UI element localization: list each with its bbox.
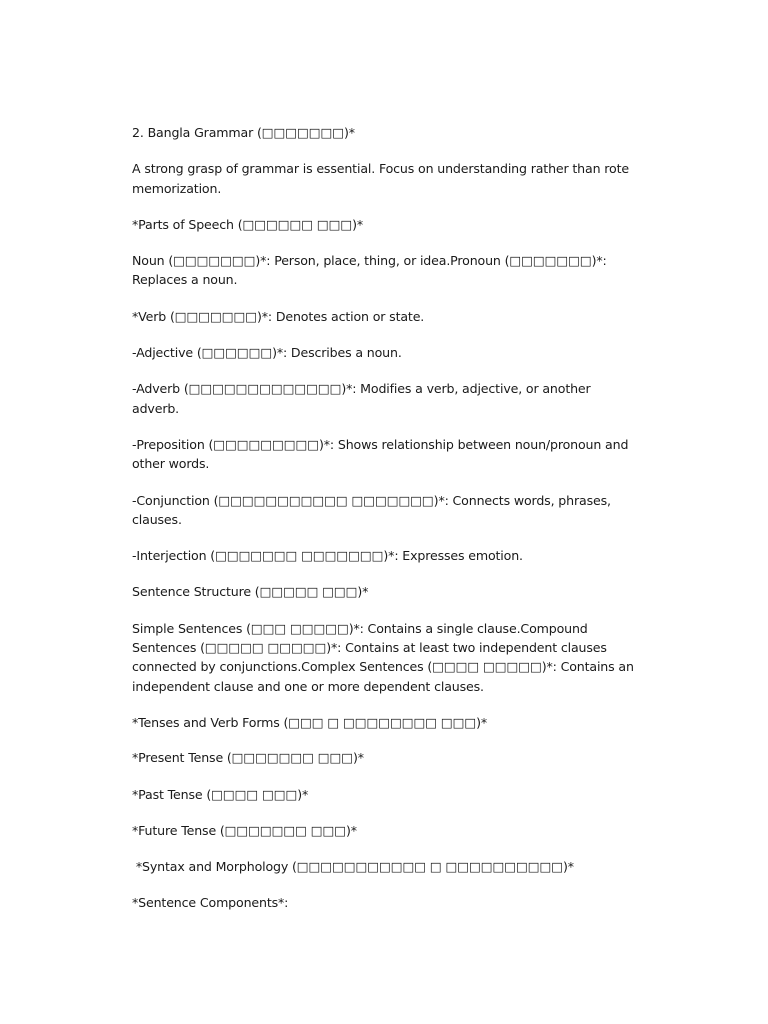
heading-syntax-morphology: *Syntax and Morphology (□□□□□□□□□□□ □ □□□□□□□□□□)* (132, 859, 574, 875)
paragraph-adjective: -Adjective (□□□□□□)*: Describes a noun. (132, 345, 402, 361)
paragraph-conjunction: -Conjunction (□□□□□□□□□□□ □□□□□□□)*: Connects words, phrases, clauses. (132, 492, 615, 527)
paragraph-noun-pronoun: Noun (□□□□□□□)*: Person, place, thing, or idea.Pronoun (□□□□□□□)*: Replaces a noun. (132, 253, 611, 288)
paragraph-preposition: -Preposition (□□□□□□□□□)*: Shows relationship between noun/pronoun and other words. (132, 436, 633, 472)
paragraph-verb: *Verb (□□□□□□□)*: Denotes action or state. (132, 308, 425, 324)
heading-tenses-verb-forms: *Tenses and Verb Forms (□□□ □ □□□□□□□□ □□□)* (132, 714, 488, 730)
paragraph-sentence-types: Simple Sentences (□□□ □□□□□)*: Contains a single clause.Compound Sentences (□□□□□ □□□□□)*: Contains at least two independent clauses connected by conjunctions.Complex Sentences (□□□□ □□□□□)*: Contains an independent clause and one or more dependent clauses. (132, 620, 638, 694)
document-body (132, 123, 638, 930)
paragraph-future-tense: *Future Tense (□□□□□□□ □□□)* (132, 822, 357, 838)
paragraph-past-tense: *Past Tense (□□□□ □□□)* (132, 786, 309, 802)
paragraph-adverb: -Adverb (□□□□□□□□□□□□□)*: Modifies a verb, adjective, or another adverb. (132, 381, 595, 416)
section-heading-bangla-grammar: 2. Bangla Grammar (□□□□□□□)* (132, 125, 355, 140)
heading-sentence-structure: Sentence Structure (□□□□□ □□□)* (132, 584, 369, 600)
heading-sentence-components: *Sentence Components*: (132, 895, 289, 911)
intro-paragraph: A strong grasp of grammar is essential. Focus on understanding rather than rote memorization. (132, 161, 633, 196)
paragraph-present-tense: *Present Tense (□□□□□□□ □□□)* (132, 750, 364, 766)
paragraph-interjection: -Interjection (□□□□□□□ □□□□□□□)*: Expresses emotion. (132, 548, 523, 564)
heading-parts-of-speech: *Parts of Speech (□□□□□□ □□□)* (132, 216, 363, 232)
